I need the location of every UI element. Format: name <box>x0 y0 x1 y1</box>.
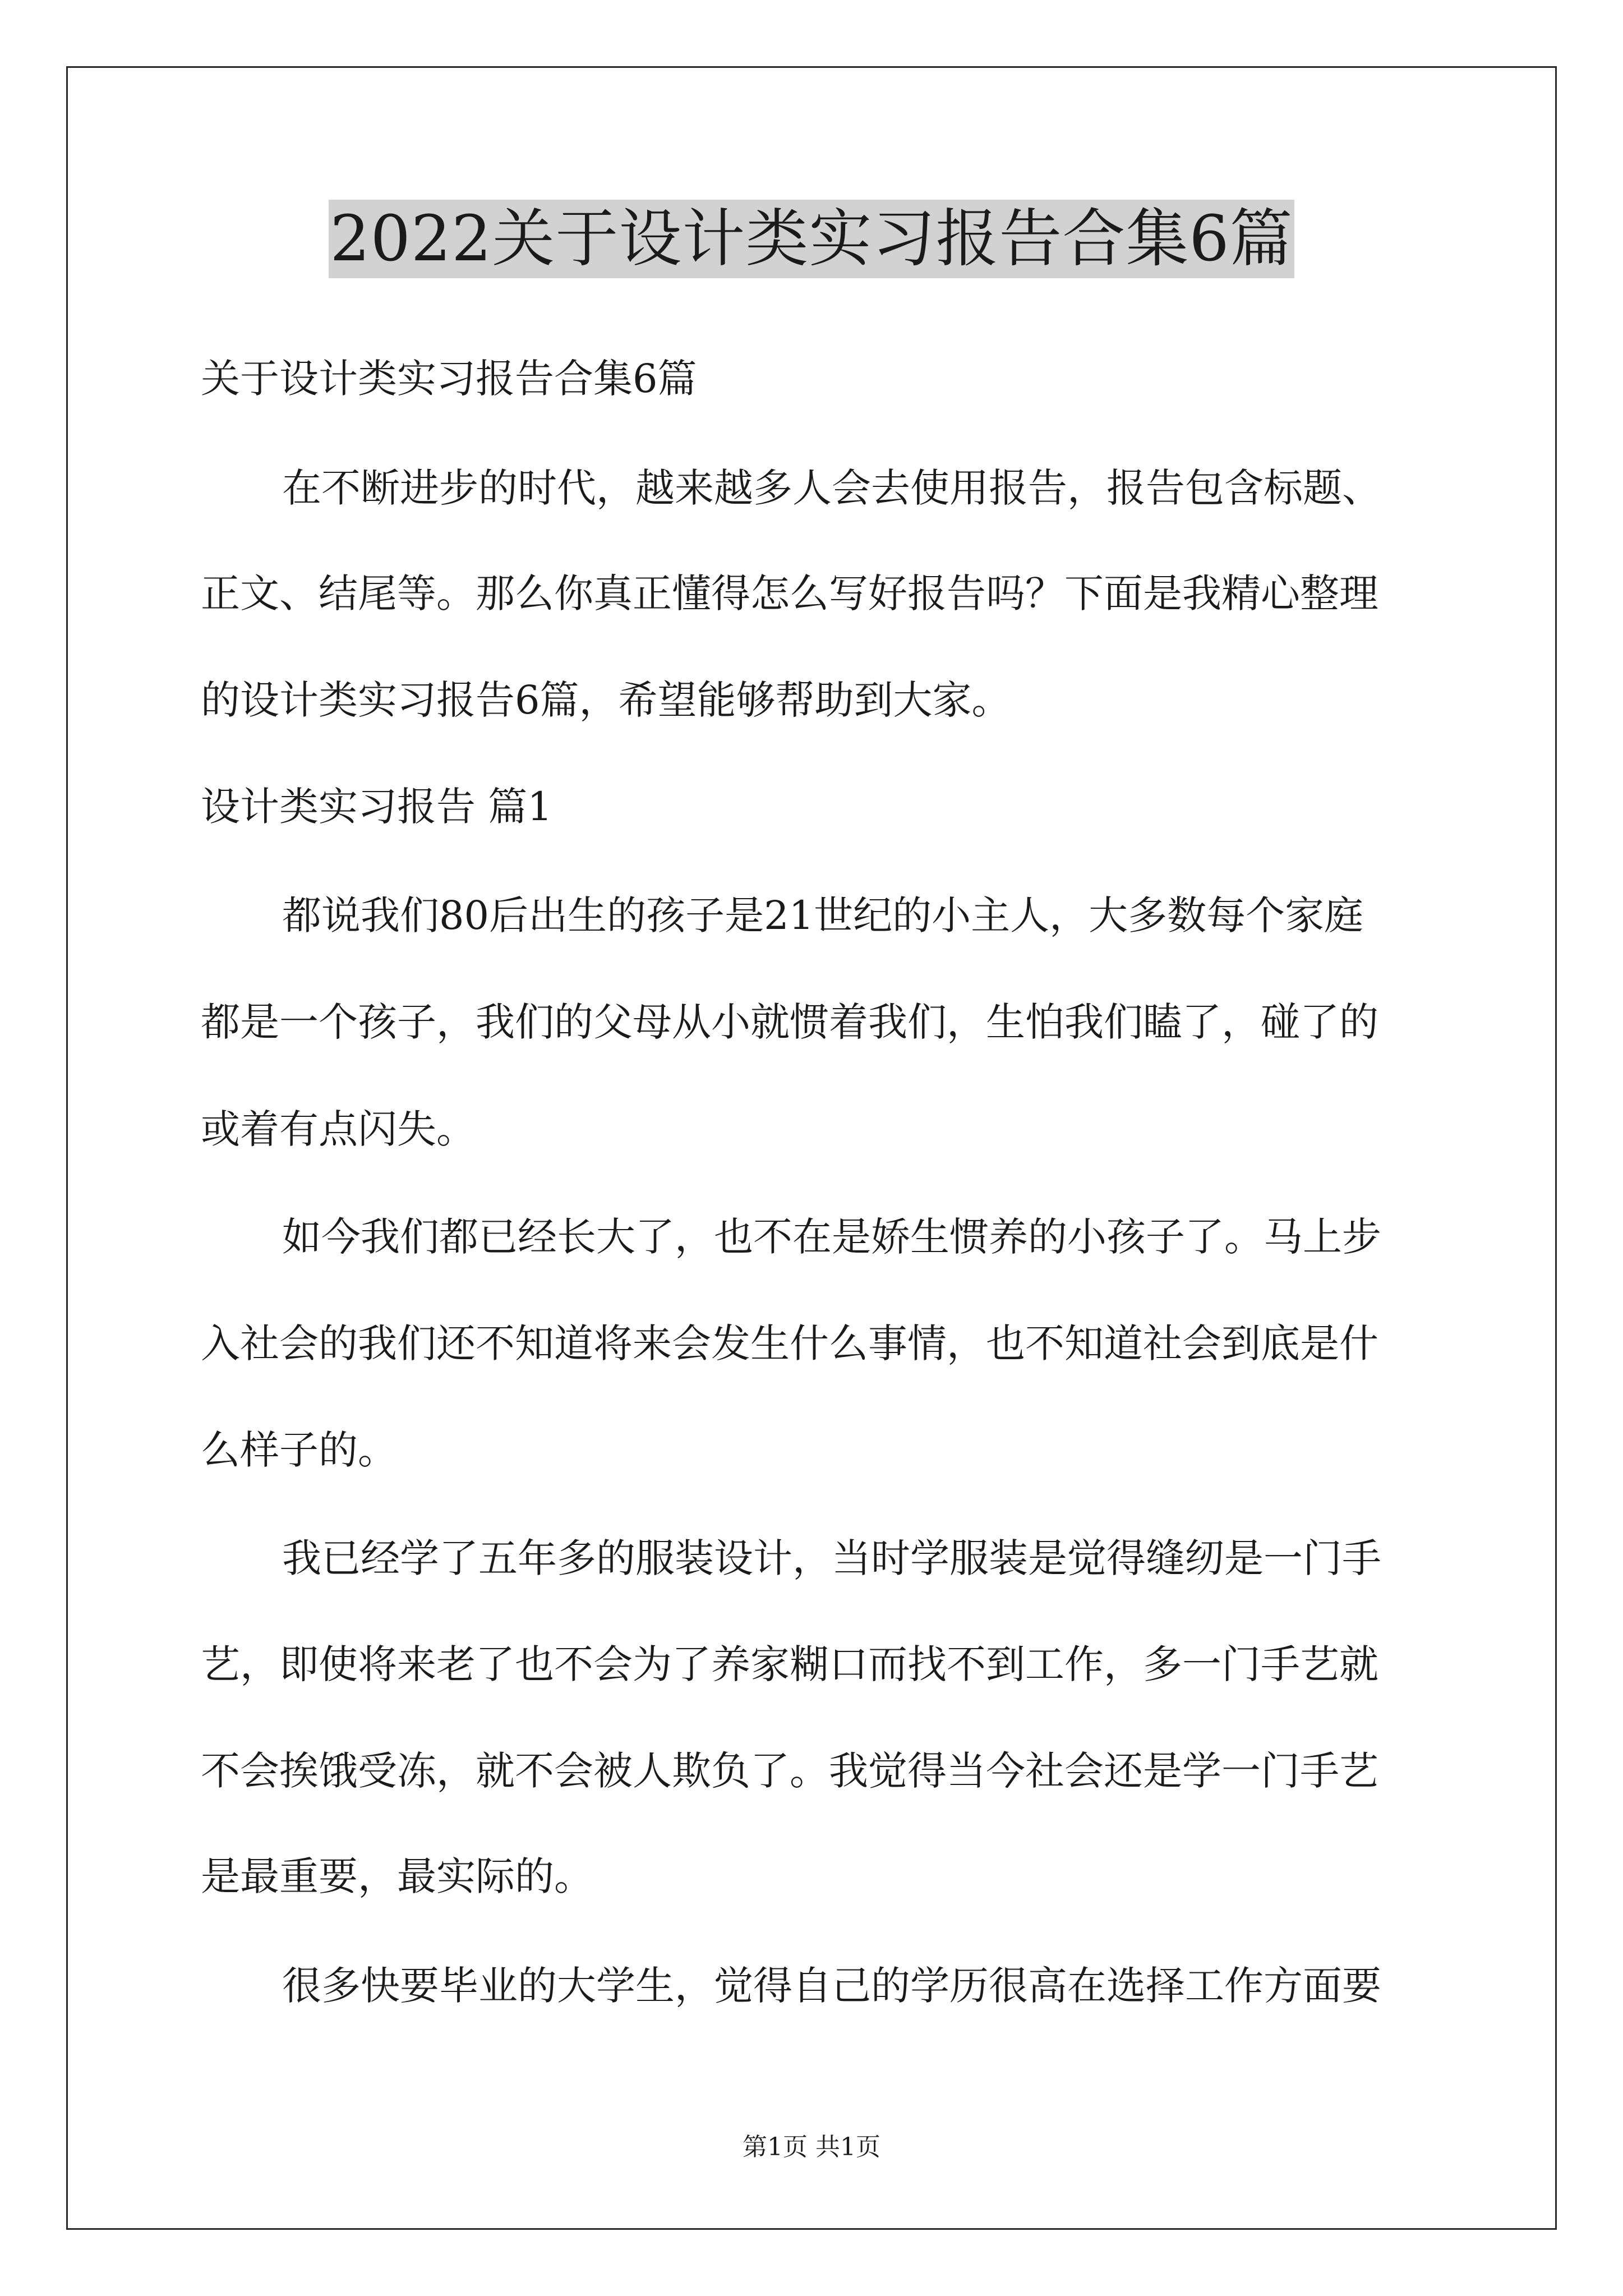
paragraph-line: 很多快要毕业的大学生，觉得自己的学历很高在选择工作方面要 <box>282 1963 1381 2009</box>
paragraph-line: 么样子的。 <box>201 1427 397 1473</box>
section-heading: 设计类实习报告 篇1 <box>201 784 552 830</box>
paragraph-line: 入社会的我们还不知道将来会发生什么事情，也不知道社会到底是什 <box>201 1320 1378 1366</box>
paragraph-line: 的设计类实习报告6篇，希望能够帮助到大家。 <box>201 677 1011 723</box>
paragraph-line: 我已经学了五年多的服装设计，当时学服装是觉得缝纫是一门手 <box>282 1535 1381 1581</box>
page-footer: 第1页 共1页 <box>743 2133 880 2161</box>
paragraph-line: 艺，即使将来老了也不会为了养家糊口而找不到工作，多一门手艺就 <box>201 1641 1378 1687</box>
document-title: 2022关于设计类实习报告合集6篇 <box>329 200 1294 278</box>
paragraph-line: 是最重要，最实际的。 <box>201 1853 593 1899</box>
paragraph-line: 都是一个孩子，我们的父母从小就惯着我们，生怕我们瞌了，碰了的 <box>201 999 1378 1045</box>
paragraph-line: 正文、结尾等。那么你真正懂得怎么写好报告吗？下面是我精心整理 <box>201 570 1378 616</box>
paragraph-line: 不会挨饿受冻，就不会被人欺负了。我觉得当今社会还是学一门手艺 <box>201 1748 1378 1794</box>
paragraph-line: 如今我们都已经长大了，也不在是娇生惯养的小孩子了。马上步 <box>282 1214 1381 1260</box>
paragraph-line: 在不断进步的时代，越来越多人会去使用报告，报告包含标题、 <box>282 465 1381 511</box>
paragraph-line: 或着有点闪失。 <box>201 1106 476 1152</box>
title-container <box>0 200 1623 278</box>
paragraph-line: 都说我们80后出生的孩子是21世纪的小主人，大多数每个家庭 <box>282 892 1364 938</box>
subtitle-line: 关于设计类实习报告合集6篇 <box>201 356 697 402</box>
